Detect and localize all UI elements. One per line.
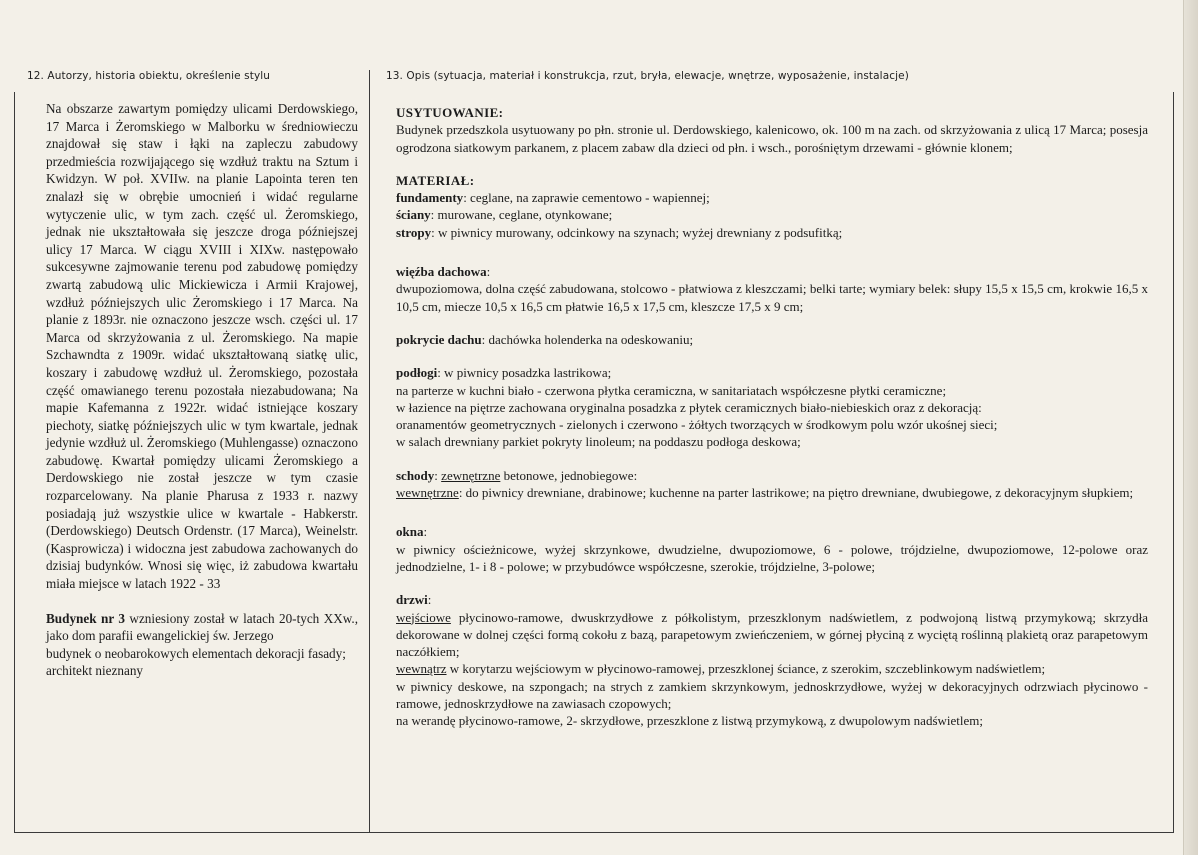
okna-colon: : [423,524,428,540]
usytuowanie-heading: USYTUOWANIE: [396,105,504,120]
stropy-term: stropy [396,224,432,240]
drzwi-wewnatrz-text: w korytarzu wejściowym w płycinowo-ramowej, przeszklonej ściance, z szerokim, szczeblinkowym nadświetlem; [446,661,1046,677]
building-date-text: wzniesiony został w latach 20-tych XXw., jako dom parafii ewangelickiej św. Jerzego [46,610,359,644]
section-12-header: 12. Autorzy, historia obiektu, określenie stylu [27,70,271,82]
schody-wewnetrzne-term: wewnętrzne [396,485,459,501]
drzwi-wejsciowe [396,609,1148,661]
wiezba-term: więźba dachowa [396,264,487,280]
schody-line1 [396,467,1148,484]
podlogi-line1 [396,364,1148,381]
usytuowanie-section [396,104,1148,156]
okna-heading-line [396,523,1148,540]
okna-section [396,523,1148,575]
style-paragraph: budynek o neobarokowych elementach dekoracji fasady; architekt nieznany [46,645,346,679]
podlogi-section [396,364,1148,450]
wiezba-text: dwupoziomowa, dolna część zabudowana, stolcowo - płatwiowa z kleszczami; belki tarte; wymiary belek: słupy 15,5 x 15,5 cm, krokwie 16,5 x 10,5 cm, miecze 10,5 x 16,5 cm płatwie 16,5 x 17,5 cm, kleszcze 17,5 x 9 cm; [396,281,1148,314]
pokrycie-line [396,331,1148,348]
drzwi-term: drzwi [396,592,428,608]
description-column [396,104,1148,746]
schody-section [396,467,1148,502]
schody-wewnetrzne-text: : do piwnicy drewniane, drabinowe; kuchenne na parter lastrikowe; na piętro drewniane, dwubiegowe, z dekoracyjnym słupkiem; [458,485,1134,501]
material-heading: MATERIAŁ: [396,172,475,188]
sciany-text: : murowane, ceglane, otynkowane; [430,207,613,223]
fundamenty-text: : ceglane, na zaprawie cementowo - wapiennej; [463,190,710,206]
drzwi-wewnatrz-term: wewnątrz [396,661,447,677]
okna-text: w piwnicy ościeżnicowe, wyżej skrzynkowe, dwudzielne, dwupoziomowe, 6 - polowe, trójdzielne, dwupoziomowe, 12-polowe oraz jednodzielne, 1- i 8 - polowe; w przybudówce współczesne, szerokie, trójdzielne, 3-polowe; [396,541,1148,574]
column-divider [369,70,370,832]
wiezba-section [396,263,1148,315]
podlogi-text1: : w piwnicy posadzka lastrikowa; [437,365,612,381]
material-section [396,172,1148,241]
drzwi-wewnatrz [396,660,1148,677]
pokrycie-text: : dachówka holenderka na odeskowaniu; [481,331,694,347]
drzwi-weranda: na werandę płycinowo-ramowe, 2- skrzydłowe, przeszklone z listwą przymykową, z dwupolowym nadświetlem; [396,713,983,729]
drzwi-wejsciowe-text: płycinowo-ramowe, dwuskrzydłowe z półkolistym, przeszklonym nadświetlem, z podwojoną listwą przymykową; skrzydła dekorowane w dolnej części formą cokołu z bazą, parapetowym zwieńczeniem, w górnej płyciną z wyciętą roślinną plakietą oraz parapetowym naczółkiem; [396,609,1148,660]
schody-zewnetrzne-text: betonowe, jednobiegowe: [500,467,638,483]
building-number: Budynek nr 3 [46,610,125,626]
podlogi-term: podłogi [396,365,438,381]
schody-colon: : [434,467,442,483]
wiezba-heading-line [396,263,1148,280]
drzwi-section [396,591,1148,729]
stropy-text: : w piwnicy murowany, odcinkowy na szynach; wyżej drewniany z podsufitką; [431,224,843,240]
drzwi-colon: : [427,592,432,608]
history-paragraph: Na obszarze zawartym pomiędzy ulicami Derdowskiego, 17 Marca i Żeromskiego w Malborku w średniowieczu znajdował się staw i łąki na zapleczu zabudowy przedmieścia rozwijającego się wzdłuż traktu na Sztum i Kwidzyn. W poł. XVIIw. na planie Lapointa teren ten znalazł się w obrębie umocnień i widać regularne wytyczenie ulic, w tym zach. część ul. Żeromskiego, jednak nie ukształtowała się jeszcze droga późniejszej ulicy 17 Marca. W ciągu XVIII i XIXw. następowało sukcesywne zajmowanie terenu pod zabudowę pomiędzy zwartą zabudową ulic Mickiewicza i Armii Krajowej, wzdłuż późniejszych ulic Żeromskiego i 17 Marca. Na planie z 1893r. nie oznaczono jeszcze wsch. części ul. 17 Marca od skrzyżowania z ul. Żeromskiego. Na mapie Szchawndta z 1909r. widać ukształtowaną siatkę ulic, koszary i zabudowę wzdłuż ul. Żeromskiego, pozostała część omawianego terenu pozostała niezabudowana; Na mapie Kafemanna z 1922r. widać istniejące koszary piechoty, siatkę późniejszych ulic w tym kwartale, jednak jedynie wzdłuż ul. Żeromskiego (Muhlengasse) oznaczono zabudowę. Kwartał pomiędzy ulicami Żeromskiego a Derdowskiego nie został jeszcze w tym czasie rozparcelowany. Na planie Pharusa z 1933 r. nazwy posiadają już wszystkie ulice w kwartale - Habkerstr. (Derdowskiego) Deutsch Ordenstr. (17 Marca), Weinelstr. (Kasprowicza) i widoczna jest zabudowa zachowanych do dzisiaj budynków. Wnosi się więc, iż zabudowa kwartału miała miejsce w latach 1922 - 33 [46,101,358,592]
wiezba-colon: : [486,264,491,280]
schody-term: schody [396,467,435,483]
stropy-line [396,224,1148,241]
drzwi-piwnica: w piwnicy deskowe, na szpongach; na strych z zamkiem skrzynkowym, jednoskrzydłowe, wyżej w dekoracyjnych odrzwiach płycinowo -ramowe, jednoskrzydłowe na zawiasach czopowych; [396,678,1148,712]
podlogi-line3: w łazience na piętrze zachowana oryginalna posadzka z płytek ceramicznych biało-niebieskich oraz z dekoracją: [396,399,982,415]
drzwi-wejsciowe-term: wejściowe [396,609,451,625]
fundamenty-term: fundamenty [396,190,464,206]
podlogi-line5: w salach drewniany parkiet pokryty linoleum; na poddaszu podłoga deskowa; [396,434,801,450]
schody-zewnetrzne-term: zewnętrzne [441,467,501,483]
section-13-header: 13. Opis (sytuacja, materiał i konstrukcja, rzut, bryła, elewacje, wnętrze, wyposażenie, instalacje) [386,70,909,82]
podlogi-line2: na parterze w kuchni biało - czerwona płytka ceramiczna, w sanitariatach współczesne płytki ceramiczne; [396,382,947,398]
building-paragraph [46,610,358,645]
sciany-term: ściany [396,207,431,223]
pokrycie-term: pokrycie dachu [396,331,482,347]
usytuowanie-text: Budynek przedszkola usytuowany po płn. stronie ul. Derdowskiego, kalenicowo, ok. 100 m na zach. od skrzyżowania z ulicą 17 Marca; posesja ogrodzona siatkowym parkanem, z placem zabaw dla dzieci od płn. i wsch., porośniętym drzewami - głównie klonem; [396,122,1148,155]
sciany-line [396,206,1148,223]
pokrycie-section [396,331,1148,348]
page-edge [1183,0,1198,855]
drzwi-heading-line [396,591,1148,608]
podlogi-line4: oranamentów geometrycznych - zielonych i czerwono - żółtych tworzących w środkowym polu wzór ukośnej sieci; [396,417,998,433]
history-column [46,100,358,680]
okna-term: okna [396,524,424,540]
schody-line2 [396,484,1148,501]
fundamenty-line [396,189,1148,206]
